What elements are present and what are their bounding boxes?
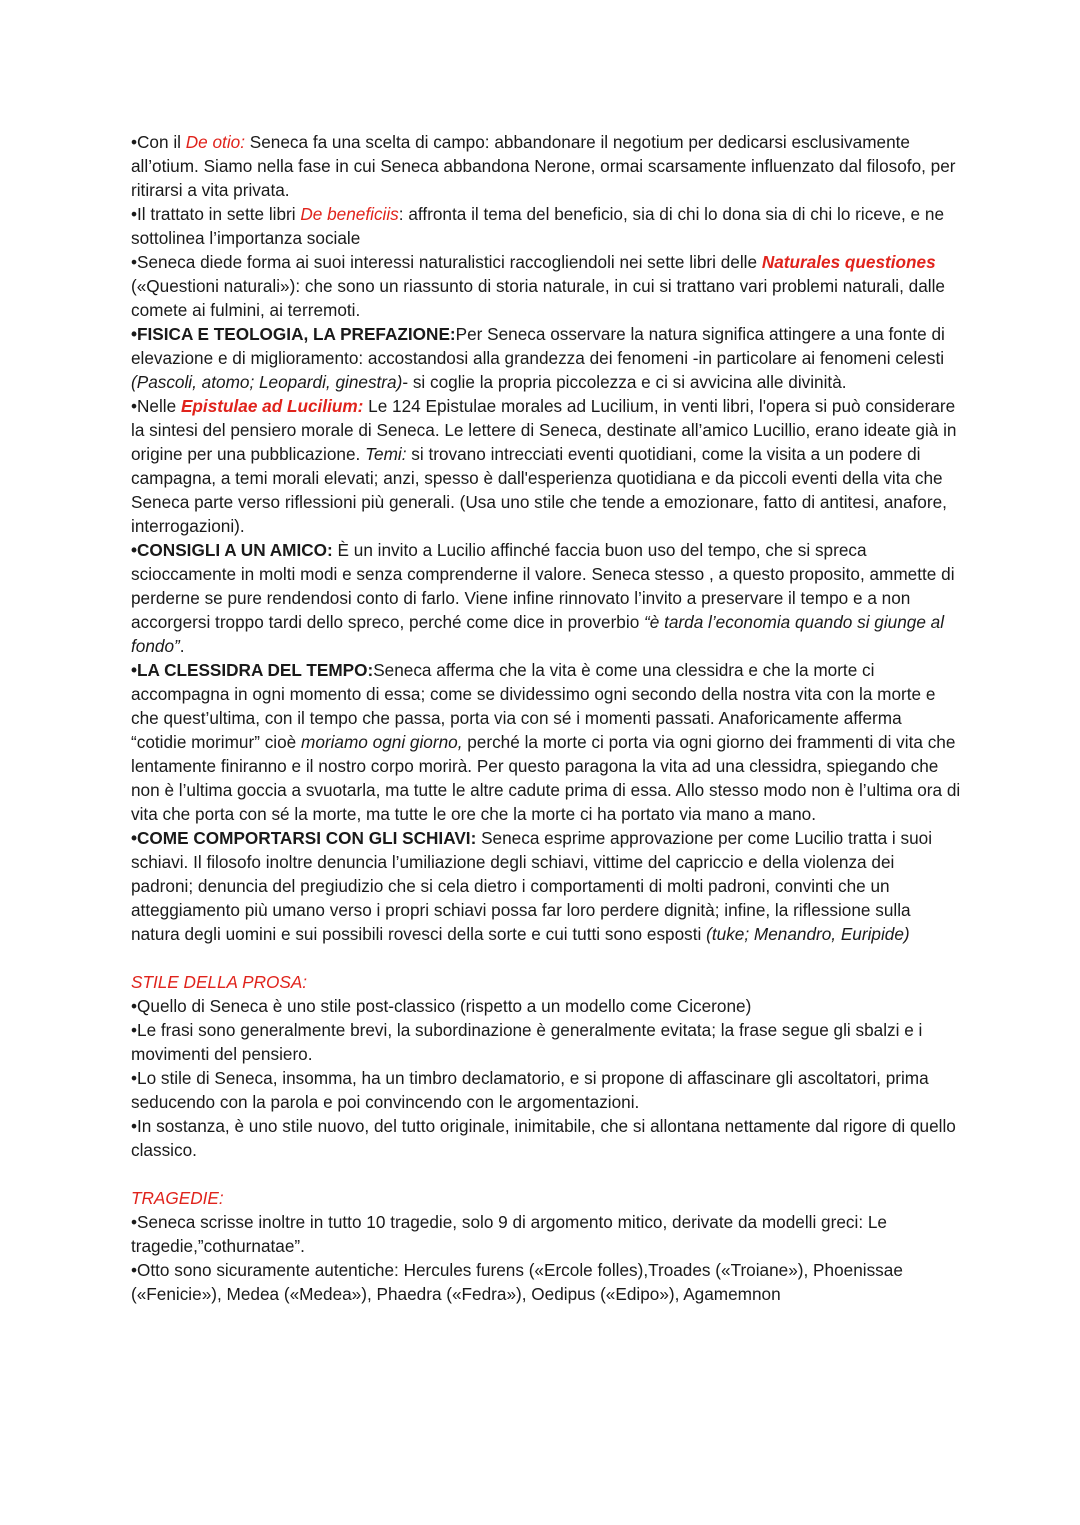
text-run: •Lo stile di Seneca, insomma, ha un timbro declamatorio, e si propone di affascinare gli ascoltatori, prima seducendo con la parola e poi convincendo con le argomentazioni. — [131, 1068, 929, 1112]
styled-text: Epistulae ad Lucilium: — [180, 396, 364, 416]
styled-text: Temi: — [365, 444, 407, 464]
styled-text: (Pascoli, atomo; Leopardi, ginestra) — [131, 372, 403, 392]
para-de-beneficiis — [131, 202, 961, 250]
text-run: È un invito a Lucilio affinché faccia buon uso del tempo, che si spreca scioccamente in molti modi e senza comprenderne il valore. Seneca stesso , a questo proposito, ammette di perderne se pure rendendosi conto di farlo. Viene infine rinnovato l’invito a preservare il tempo e a non accorgersi troppo tardi dello spreco, perché come dice in proverbio — [131, 540, 955, 632]
text-run: Le 124 Epistulae morales ad Lucilium, in venti libri, l'opera si può considerare la sintesi del pensiero morale di Seneca. Le lettere di Seneca, destinate all’amico Lucillio, erano ideate già in origine per una pubblicazione. — [131, 396, 957, 464]
styled-text: •LA CLESSIDRA DEL TEMPO: — [131, 660, 374, 680]
para-clessidra — [131, 658, 961, 826]
styled-text: De beneficiis — [300, 204, 399, 224]
text-run: •Seneca diede forma ai suoi interessi naturalistici raccogliendoli nei sette libri delle — [131, 252, 762, 272]
para-stile-1 — [131, 994, 961, 1018]
styled-text: Naturales questiones — [761, 252, 936, 272]
text-run: Per Seneca osservare la natura significa attingere a una fonte di elevazione e di miglioramento: accostandosi alla grandezza dei fenomeni -in particolare ai fenomeni celesti — [131, 324, 945, 368]
para-epistulae — [131, 394, 961, 538]
styled-text: “è tarda l’economia quando si giunge al fondo” — [131, 612, 945, 656]
text-run: si trovano intrecciati eventi quotidiani, come la visita a un podere di campagna, a temi morali elevati; anzi, spesso è dall'esperienza quotidiana e da piccoli eventi della vita che Seneca parte verso riflessioni più generali. (Usa uno stile che tende a emozionare, fatto di antitesi, anafore, interrogazioni). — [131, 444, 947, 536]
styled-text: •CONSIGLI A UN AMICO: — [131, 540, 333, 560]
text-run: •Il trattato in sette libri — [131, 204, 301, 224]
styled-text: moriamo ogni giorno, — [301, 732, 463, 752]
para-de-otio — [131, 130, 961, 202]
text-run: •Quello di Seneca è uno stile post-classico (rispetto a un modello come Cicerone) — [131, 996, 752, 1016]
text-run: : affronta il tema del beneficio, sia di chi lo dona sia di chi lo riceve, e ne sottolinea l’importanza sociale — [131, 204, 944, 248]
para-consigli-amico — [131, 538, 961, 658]
styled-text: TRAGEDIE: — [131, 1188, 224, 1208]
para-stile-4 — [131, 1114, 961, 1162]
text-run: •Otto sono sicuramente autentiche: Hercules furens («Ercole folles),Troades («Troiane»), Phoenissae («Fenicie»), Medea («Medea»), Phaedra («Fedra»), Oedipus («Edipo»), Agamemnon — [131, 1260, 903, 1304]
text-run: •Nelle — [131, 396, 181, 416]
text-run: . — [179, 636, 185, 656]
para-tragedie-1 — [131, 1210, 961, 1258]
styled-text: •COME COMPORTARSI CON GLI SCHIAVI: — [131, 828, 477, 848]
text-run: •Seneca scrisse inoltre in tutto 10 tragedie, solo 9 di argomento mitico, derivate da modelli greci: Le tragedie,”cothurnatae”. — [131, 1212, 887, 1256]
para-fisica-teologia — [131, 322, 961, 394]
styled-text: De otio: — [185, 132, 245, 152]
text-run: perché la morte ci porta via ogni giorno dei frammenti di vita che lentamente finiranno e il nostro corpo morirà. Per questo paragona la vita ad una clessidra, spiegando che non è l’ultima goccia a svuotarla, ma tutte le altre cadute prima di essa. Allo stesso modo non è l’ultima ora di vita che porta con sé la morte, ma tutte le ore che la morte ci ha portato via mano a mano. — [131, 732, 961, 824]
text-run: •Con il — [131, 132, 186, 152]
text-run: («Questioni naturali»): che sono un riassunto di storia naturale, in cui si trattano vari problemi naturali, dalle comete ai fulmini, ai terremoti. — [131, 276, 945, 320]
paragraph-spacer — [131, 1162, 961, 1186]
styled-text: •FISICA E TEOLOGIA, LA PREFAZIONE: — [131, 324, 456, 344]
document-page — [131, 130, 961, 1306]
text-run: Seneca esprime approvazione per come Lucilio tratta i suoi schiavi. Il filosofo inoltre denuncia l’umiliazione degli schiavi, vittime del capriccio e della violenza dei padroni; denuncia del pregiudizio che si cela dietro i comportamenti di molti padroni, convinti che un atteggiamento più umano verso i propri schiavi possa far loro perdere dignità; infine, la riflessione sulla natura degli uomini e sui possibili rovesci della sorte e cui tutti sono esposti — [131, 828, 933, 944]
text-run: •Le frasi sono generalmente brevi, la subordinazione è generalmente evitata; la frase segue gli sbalzi e i movimenti del pensiero. — [131, 1020, 923, 1064]
para-stile-2 — [131, 1018, 961, 1066]
text-run: Seneca fa una scelta di campo: abbandonare il negotium per dedicarsi esclusivamente all’otium. Siamo nella fase in cui Seneca abbandona Nerone, ormai scarsamente influenzato dal filosofo, per ritirarsi a vita privata. — [131, 132, 956, 200]
para-stile-3 — [131, 1066, 961, 1114]
styled-text: STILE DELLA PROSA: — [131, 972, 308, 992]
para-tragedie-2 — [131, 1258, 961, 1306]
heading-stile-prosa — [131, 970, 961, 994]
para-naturales-questiones — [131, 250, 961, 322]
styled-text: (tuke; Menandro, Euripide) — [706, 924, 910, 944]
text-run: Seneca afferma che la vita è come una clessidra e che la morte ci accompagna in ogni momento di essa; come se dividessimo ogni secondo della nostra vita con la morte e che quest’ultima, con il tempo che passa, porta via con sé i momenti passati. Anaforicamente afferma “cotidie morimur” cioè — [131, 660, 936, 752]
paragraph-spacer — [131, 946, 961, 970]
text-run: •In sostanza, è uno stile nuovo, del tutto originale, inimitabile, che si allontana nettamente dal rigore di quello classico. — [131, 1116, 956, 1160]
para-schiavi — [131, 826, 961, 946]
text-run: - si coglie la propria piccolezza e ci si avvicina alle divinità. — [402, 372, 847, 392]
heading-tragedie — [131, 1186, 961, 1210]
